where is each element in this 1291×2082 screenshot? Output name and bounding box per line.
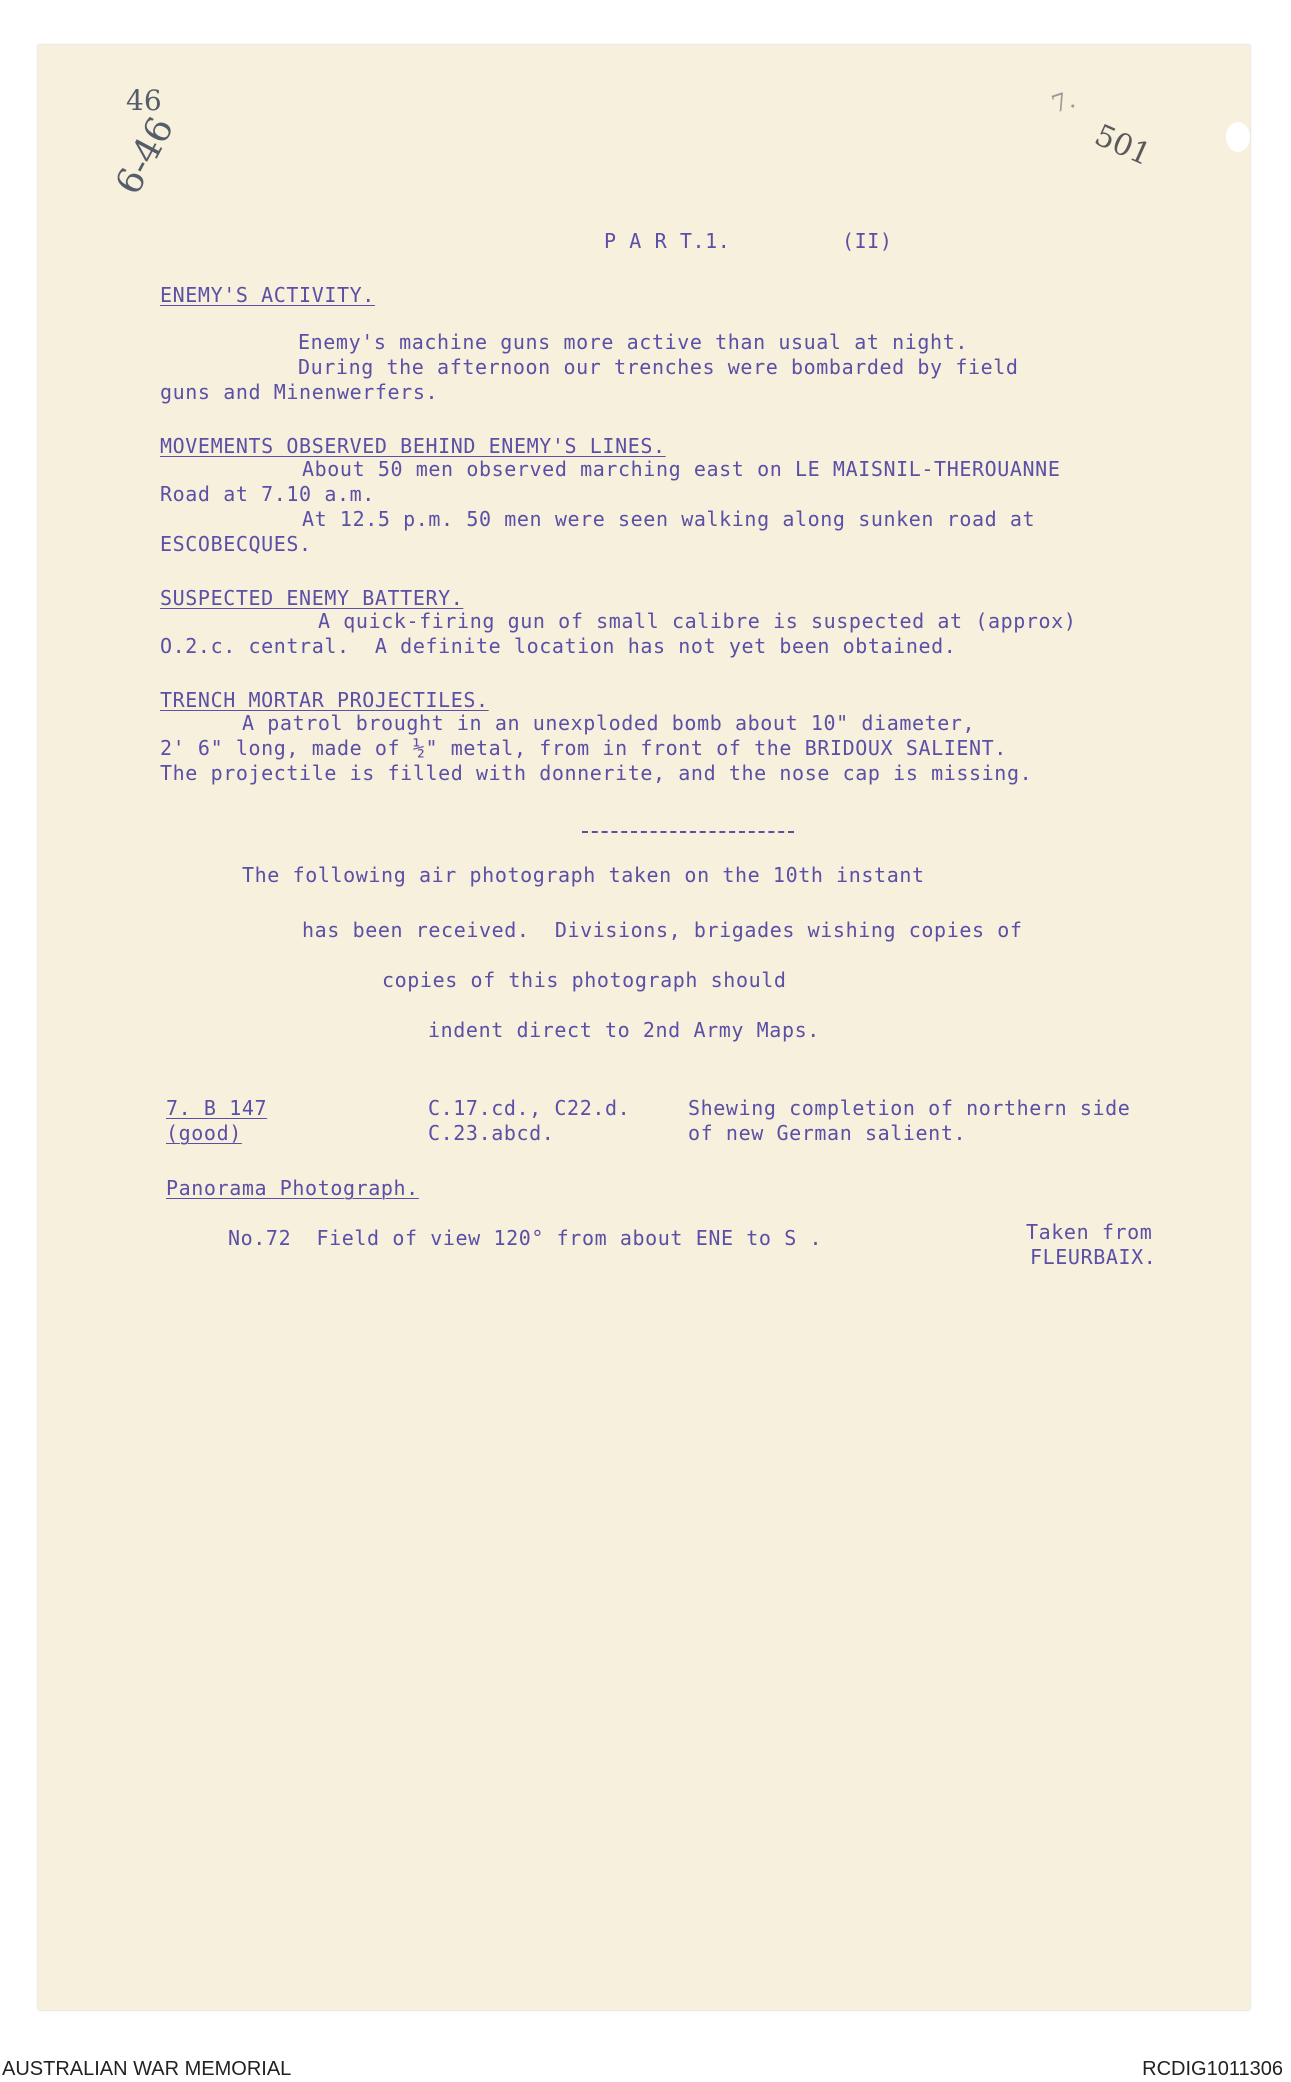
punch-hole <box>1226 122 1250 152</box>
stamp-number: 501 <box>1089 117 1156 174</box>
section-heading: MOVEMENTS OBSERVED BEHIND ENEMY'S LINES. <box>160 434 666 458</box>
dashed-divider <box>582 831 794 833</box>
page-number: 46 <box>126 84 162 117</box>
photo-squares: C.23.abcd. <box>428 1121 555 1145</box>
panorama-heading: Panorama Photograph. <box>166 1176 419 1200</box>
part-heading: P A R T.1. <box>604 229 731 253</box>
text-line: A patrol brought in an unexploded bomb about 10" diameter, <box>242 711 976 735</box>
panorama-taken: FLEURBAIX. <box>1030 1245 1157 1269</box>
text-line: During the afternoon our trenches were bombarded by field <box>298 355 1019 379</box>
notice-line: has been received. Divisions, brigades wishing copies of <box>302 918 1023 942</box>
photo-ref: 7. B 147 <box>166 1096 268 1120</box>
notice-line: The following air photograph taken on the 10th instant <box>242 863 925 887</box>
section-heading: ENEMY'S ACTIVITY. <box>160 283 375 307</box>
section-heading: TRENCH MORTAR PROJECTILES. <box>160 688 489 712</box>
photo-squares: C.17.cd., C22.d. <box>428 1096 631 1120</box>
panorama-taken: Taken from <box>1026 1220 1153 1244</box>
text-line: A quick-firing gun of small calibre is suspected at (approx) <box>318 609 1077 633</box>
footer-source: AUSTRALIAN WAR MEMORIAL <box>2 2058 292 2080</box>
text-line: 2' 6" long, made of ½" metal, from in front of the BRIDOUX SALIENT. <box>160 736 1007 760</box>
footer-id: RCDIG1011306 <box>1142 2058 1283 2080</box>
part-number: (II) <box>842 229 893 253</box>
text-line: ESCOBECQUES. <box>160 532 312 556</box>
text-line: At 12.5 p.m. 50 men were seen walking along sunken road at <box>302 507 1036 531</box>
photo-description: of new German salient. <box>688 1121 967 1145</box>
text-line: About 50 men observed marching east on LE MAISNIL-THEROUANNE <box>302 457 1061 481</box>
text-line: The projectile is filled with donnerite, and the nose cap is missing. <box>160 761 1033 785</box>
text-line: Enemy's machine guns more active than usual at night. <box>298 330 968 354</box>
notice-line: indent direct to 2nd Army Maps. <box>428 1018 820 1042</box>
text-line: O.2.c. central. A definite location has not yet been obtained. <box>160 634 957 658</box>
panorama-entry: No.72 Field of view 120° from about ENE to S . <box>228 1226 823 1250</box>
pencil-folio: 6-46 <box>108 110 183 202</box>
photo-description: Shewing completion of northern side <box>688 1096 1131 1120</box>
notice-line: copies of this photograph should <box>382 968 787 992</box>
photo-quality: (good) <box>166 1121 242 1145</box>
text-line: guns and Minenwerfers. <box>160 380 439 404</box>
section-heading: SUSPECTED ENEMY BATTERY. <box>160 586 464 610</box>
corner-mark: 7. <box>1048 85 1079 119</box>
text-line: Road at 7.10 a.m. <box>160 482 375 506</box>
